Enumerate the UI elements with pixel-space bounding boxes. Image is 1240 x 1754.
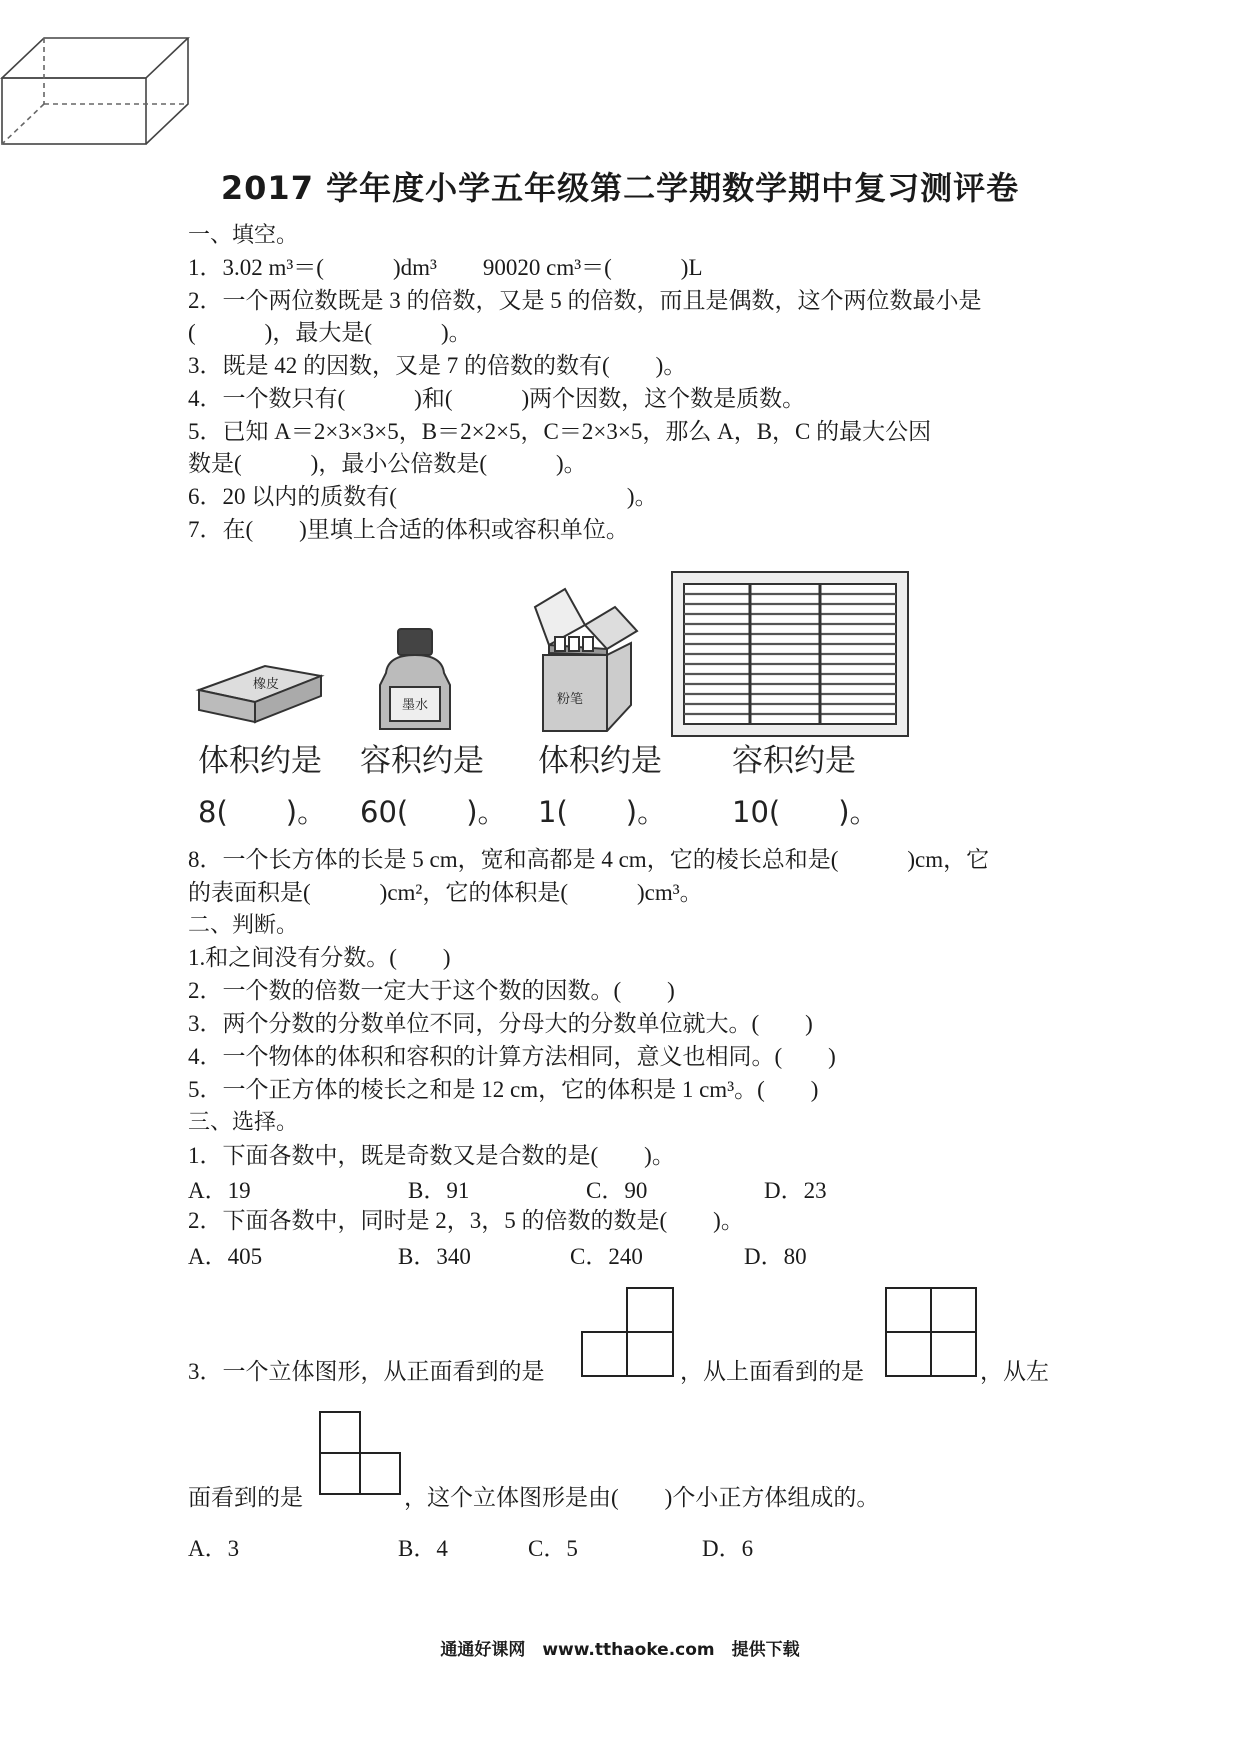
- choice-q3-part-b: ，从上面看到的是: [680, 1359, 864, 1384]
- choice-q1: 1．下面各数中，既是奇数又是合数的是( )。: [188, 1143, 675, 1168]
- choice-q2-option-b: B．340: [398, 1244, 471, 1269]
- judge-line-3: 3．两个分数的分数单位不同，分母大的分数单位就大。( ): [188, 1011, 813, 1036]
- top-view-grid: [884, 1286, 978, 1378]
- choice-q3-part-a: 3．一个立体图形，从正面看到的是: [188, 1359, 545, 1384]
- choice-q3-part-e: ，这个立体图形是由( )个小正方体组成的。: [404, 1485, 880, 1510]
- ink-label: 墨水: [402, 698, 429, 713]
- picture-answer-2: 60( )。: [360, 795, 507, 829]
- picture-caption-4: 容积约是: [732, 743, 856, 779]
- fill-line-8b: 的表面积是( )cm²，它的体积是( )cm³。: [188, 880, 703, 905]
- choice-q1-option-a: A．19: [188, 1178, 251, 1203]
- fill-line-6: 6．20 以内的质数有( )。: [188, 484, 658, 509]
- picture-caption-2: 容积约是: [360, 743, 484, 779]
- page-title: 2017 学年度小学五年级第二学期数学期中复习测评卷: [220, 169, 1020, 207]
- choice-q3-part-c: ，从左: [980, 1359, 1049, 1384]
- fill-line-7: 7．在( )里填上合适的体积或容积单位。: [188, 517, 629, 542]
- choice-q2-option-c: C．240: [570, 1244, 643, 1269]
- left-view-grid: [318, 1410, 402, 1496]
- fill-line-1: 1．3.02 m³＝( )dm³ 90020 cm³＝( )L: [188, 255, 703, 280]
- choice-q2-option-d: D．80: [744, 1244, 807, 1269]
- choice-q3-option-a: A．3: [188, 1536, 240, 1561]
- eraser-picture: [195, 650, 325, 730]
- fill-line-5: 5．已知 A＝2×3×3×5，B＝2×2×5，C＝2×3×5，那么 A，B，C 的最大公因: [188, 419, 932, 444]
- fill-line-4: 4．一个数只有( )和( )两个因数，这个数是质数。: [188, 386, 806, 411]
- choice-q3-option-d: D．6: [702, 1536, 754, 1561]
- judge-line-4: 4．一个物体的体积和容积的计算方法相同，意义也相同。( ): [188, 1044, 836, 1069]
- judge-line-2: 2．一个数的倍数一定大于这个数的因数。( ): [188, 978, 675, 1003]
- picture-caption-1: 体积约是: [198, 743, 322, 779]
- picture-answer-1: 8( )。: [198, 795, 327, 829]
- eraser-label: 橡皮: [253, 677, 280, 692]
- choice-q1-option-c: C．90: [586, 1178, 648, 1203]
- cuboid-logo-icon: [0, 30, 190, 150]
- section-choice-heading: 三、选择。: [188, 1110, 299, 1135]
- front-view-grid: [580, 1286, 676, 1378]
- fill-line-8: 8．一个长方体的长是 5 cm，宽和高都是 4 cm，它的棱长总和是( )cm，它: [188, 847, 990, 872]
- choice-q2-option-a: A．405: [188, 1244, 263, 1269]
- judge-line-1: 1.和之间没有分数。( ): [188, 945, 451, 970]
- section-fill-heading: 一、填空。: [188, 223, 299, 248]
- fill-line-3: 3．既是 42 的因数，又是 7 的倍数的数有( )。: [188, 353, 687, 378]
- shipping-container-picture: [670, 570, 910, 738]
- section-judge-heading: 二、判断。: [188, 913, 299, 938]
- choice-q3-part-d: 面看到的是: [188, 1485, 303, 1510]
- judge-line-5: 5．一个正方体的棱长之和是 12 cm，它的体积是 1 cm³。( ): [188, 1077, 819, 1102]
- chalk-box-picture: [525, 585, 640, 735]
- fill-line-2: 2．一个两位数既是 3 的倍数，又是 5 的倍数，而且是偶数，这个两位数最小是: [188, 288, 982, 313]
- picture-caption-3: 体积约是: [538, 743, 662, 779]
- chalk-label: 粉笔: [557, 692, 584, 707]
- picture-answer-4: 10( )。: [732, 795, 879, 829]
- choice-q1-option-d: D．23: [764, 1178, 827, 1203]
- choice-q3-option-b: B．4: [398, 1536, 448, 1561]
- picture-answer-3: 1( )。: [538, 795, 667, 829]
- fill-line-2b: ( )，最大是( )。: [188, 320, 472, 345]
- ink-bottle-picture: [368, 625, 463, 735]
- choice-q3-option-c: C．5: [528, 1536, 578, 1561]
- page-footer: 通通好课网 www.tthaoke.com 提供下载: [440, 1640, 800, 1660]
- choice-q1-option-b: B．91: [408, 1178, 470, 1203]
- choice-q2: 2．下面各数中，同时是 2，3，5 的倍数的数是( )。: [188, 1208, 744, 1233]
- fill-line-5b: 数是( )，最小公倍数是( )。: [188, 451, 587, 476]
